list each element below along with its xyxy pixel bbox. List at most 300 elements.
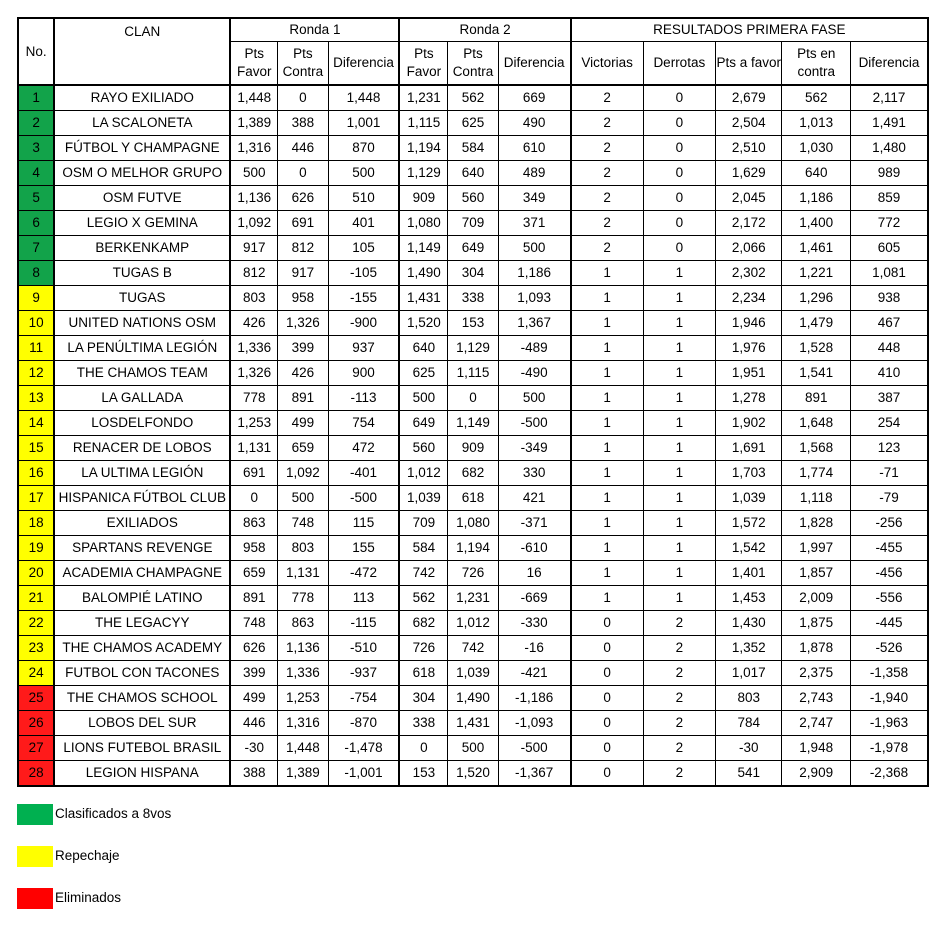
row-position: 12 [18, 361, 54, 386]
row-position: 20 [18, 561, 54, 586]
r2-pts-contra: 1,194 [448, 536, 498, 561]
r1-pts-contra: 1,389 [278, 761, 328, 787]
r1-pts-contra: 499 [278, 411, 328, 436]
r1-diferencia: 113 [328, 586, 399, 611]
r2-pts-contra: 709 [448, 211, 498, 236]
row-position: 14 [18, 411, 54, 436]
clan-name: OSM FUTVE [54, 186, 230, 211]
row-position: 1 [18, 85, 54, 111]
pts-en-contra: 1,030 [782, 136, 850, 161]
table-row [18, 586, 928, 611]
r1-pts-contra: 958 [278, 286, 328, 311]
diferencia-total: 467 [850, 311, 928, 336]
table-row [18, 636, 928, 661]
table-row [18, 761, 928, 787]
r2-diferencia: -421 [498, 661, 571, 686]
clan-name: HISPANICA FÚTBOL CLUB [54, 486, 230, 511]
victorias: 1 [571, 336, 643, 361]
r2-pts-favor: 1,129 [399, 161, 447, 186]
pts-a-favor: 1,951 [716, 361, 782, 386]
row-position: 10 [18, 311, 54, 336]
pts-en-contra: 1,568 [782, 436, 850, 461]
table-row [18, 361, 928, 386]
table-row [18, 611, 928, 636]
derrotas: 1 [643, 511, 715, 536]
r2-diferencia: -610 [498, 536, 571, 561]
derrotas: 1 [643, 486, 715, 511]
r2-pts-contra: 584 [448, 136, 498, 161]
table-row [18, 136, 928, 161]
r1-diferencia: -900 [328, 311, 399, 336]
r2-pts-contra: 618 [448, 486, 498, 511]
r1-pts-favor: 1,131 [230, 436, 277, 461]
header-no: No. [18, 18, 54, 85]
victorias: 1 [571, 561, 643, 586]
r2-pts-contra: 562 [448, 85, 498, 111]
pts-a-favor: 803 [716, 686, 782, 711]
victorias: 1 [571, 511, 643, 536]
r2-pts-favor: 500 [399, 386, 447, 411]
r1-diferencia: -870 [328, 711, 399, 736]
r1-diferencia: 510 [328, 186, 399, 211]
r2-diferencia: 16 [498, 561, 571, 586]
row-position: 22 [18, 611, 54, 636]
r2-pts-contra: 560 [448, 186, 498, 211]
row-position: 4 [18, 161, 54, 186]
r1-pts-contra: 863 [278, 611, 328, 636]
victorias: 0 [571, 661, 643, 686]
derrotas: 2 [643, 686, 715, 711]
header-round2: Ronda 2 [399, 18, 570, 42]
table-row [18, 111, 928, 136]
diferencia-total: -526 [850, 636, 928, 661]
r2-diferencia: 610 [498, 136, 571, 161]
r1-pts-favor: 812 [230, 261, 277, 286]
r2-pts-favor: 1,520 [399, 311, 447, 336]
r1-pts-contra: 659 [278, 436, 328, 461]
header-r1-pts-contra: Pts Contra [278, 42, 328, 86]
r2-pts-contra: 909 [448, 436, 498, 461]
pts-a-favor: 2,172 [716, 211, 782, 236]
r2-pts-favor: 304 [399, 686, 447, 711]
header-pts-a-favor: Pts a favor [716, 42, 782, 86]
header-phase-results: RESULTADOS PRIMERA FASE [571, 18, 928, 42]
r1-pts-contra: 1,336 [278, 661, 328, 686]
r1-diferencia: -115 [328, 611, 399, 636]
diferencia-total: -1,978 [850, 736, 928, 761]
pts-a-favor: 1,039 [716, 486, 782, 511]
r1-diferencia: 155 [328, 536, 399, 561]
pts-a-favor: 1,401 [716, 561, 782, 586]
r1-pts-contra: 626 [278, 186, 328, 211]
r1-pts-favor: 1,448 [230, 85, 277, 111]
r1-pts-favor: 1,092 [230, 211, 277, 236]
pts-a-favor: 1,430 [716, 611, 782, 636]
r1-pts-favor: 499 [230, 686, 277, 711]
clan-name: LIONS FUTEBOL BRASIL [54, 736, 230, 761]
r1-diferencia: 500 [328, 161, 399, 186]
diferencia-total: 387 [850, 386, 928, 411]
pts-en-contra: 1,479 [782, 311, 850, 336]
r1-diferencia: 870 [328, 136, 399, 161]
pts-a-favor: 1,629 [716, 161, 782, 186]
r2-pts-favor: 153 [399, 761, 447, 787]
r1-pts-favor: 891 [230, 586, 277, 611]
r1-diferencia: 1,001 [328, 111, 399, 136]
r2-pts-contra: 304 [448, 261, 498, 286]
table-body [18, 85, 928, 786]
diferencia-total: 2,117 [850, 85, 928, 111]
table-row [18, 336, 928, 361]
r1-pts-favor: 803 [230, 286, 277, 311]
derrotas: 0 [643, 111, 715, 136]
r2-pts-contra: 742 [448, 636, 498, 661]
r1-pts-favor: 1,253 [230, 411, 277, 436]
clan-name: LEGION HISPANA [54, 761, 230, 787]
table-row [18, 311, 928, 336]
derrotas: 0 [643, 136, 715, 161]
clan-name: LA SCALONETA [54, 111, 230, 136]
victorias: 2 [571, 186, 643, 211]
r1-pts-favor: 863 [230, 511, 277, 536]
r1-pts-contra: 1,253 [278, 686, 328, 711]
clan-name: TUGAS B [54, 261, 230, 286]
clan-name: OSM O MELHOR GRUPO [54, 161, 230, 186]
table-row [18, 461, 928, 486]
derrotas: 2 [643, 636, 715, 661]
r1-pts-favor: 1,136 [230, 186, 277, 211]
r2-pts-favor: 682 [399, 611, 447, 636]
r1-diferencia: -472 [328, 561, 399, 586]
r2-diferencia: 669 [498, 85, 571, 111]
diferencia-total: 989 [850, 161, 928, 186]
r2-pts-contra: 1,012 [448, 611, 498, 636]
legend-label: Eliminados [55, 890, 122, 905]
derrotas: 0 [643, 161, 715, 186]
r2-pts-favor: 1,012 [399, 461, 447, 486]
pts-en-contra: 640 [782, 161, 850, 186]
diferencia-total: -455 [850, 536, 928, 561]
r2-pts-contra: 338 [448, 286, 498, 311]
diferencia-total: 123 [850, 436, 928, 461]
derrotas: 1 [643, 436, 715, 461]
pts-a-favor: 1,542 [716, 536, 782, 561]
r1-pts-favor: 1,389 [230, 111, 277, 136]
table-row [18, 536, 928, 561]
r1-pts-contra: 500 [278, 486, 328, 511]
r2-diferencia: -330 [498, 611, 571, 636]
legend-label: Repechaje [55, 848, 120, 863]
r2-pts-contra: 1,129 [448, 336, 498, 361]
legend-swatch [17, 846, 53, 867]
r2-pts-favor: 1,080 [399, 211, 447, 236]
r2-pts-favor: 1,231 [399, 85, 447, 111]
r2-pts-favor: 625 [399, 361, 447, 386]
r1-pts-favor: 748 [230, 611, 277, 636]
victorias: 0 [571, 686, 643, 711]
victorias: 1 [571, 386, 643, 411]
r2-pts-favor: 1,431 [399, 286, 447, 311]
r1-pts-contra: 446 [278, 136, 328, 161]
pts-en-contra: 891 [782, 386, 850, 411]
table-row [18, 436, 928, 461]
r2-diferencia: -500 [498, 736, 571, 761]
clan-name: LA ULTIMA LEGIÓN [54, 461, 230, 486]
victorias: 1 [571, 411, 643, 436]
r2-diferencia: -1,093 [498, 711, 571, 736]
row-position: 13 [18, 386, 54, 411]
derrotas: 1 [643, 311, 715, 336]
r2-pts-contra: 1,490 [448, 686, 498, 711]
derrotas: 0 [643, 211, 715, 236]
clan-name: LEGIO X GEMINA [54, 211, 230, 236]
r1-pts-contra: 803 [278, 536, 328, 561]
derrotas: 1 [643, 386, 715, 411]
r1-pts-favor: 626 [230, 636, 277, 661]
table-row [18, 161, 928, 186]
legend-swatch [17, 888, 53, 909]
r2-pts-contra: 625 [448, 111, 498, 136]
row-position: 11 [18, 336, 54, 361]
victorias: 1 [571, 286, 643, 311]
r2-pts-contra: 649 [448, 236, 498, 261]
r2-diferencia: -371 [498, 511, 571, 536]
victorias: 1 [571, 486, 643, 511]
r1-pts-contra: 1,092 [278, 461, 328, 486]
r2-pts-favor: 909 [399, 186, 447, 211]
table-row [18, 261, 928, 286]
header-victorias: Victorias [571, 42, 643, 86]
diferencia-total: -256 [850, 511, 928, 536]
r1-pts-contra: 812 [278, 236, 328, 261]
clan-name: LOSDELFONDO [54, 411, 230, 436]
r2-pts-favor: 584 [399, 536, 447, 561]
r2-pts-contra: 500 [448, 736, 498, 761]
row-position: 6 [18, 211, 54, 236]
pts-en-contra: 1,296 [782, 286, 850, 311]
r1-pts-contra: 388 [278, 111, 328, 136]
row-position: 17 [18, 486, 54, 511]
r1-pts-favor: 426 [230, 311, 277, 336]
r1-pts-contra: 891 [278, 386, 328, 411]
pts-a-favor: 1,976 [716, 336, 782, 361]
r2-diferencia: 1,367 [498, 311, 571, 336]
pts-en-contra: 1,013 [782, 111, 850, 136]
r1-pts-favor: 958 [230, 536, 277, 561]
victorias: 2 [571, 161, 643, 186]
row-position: 5 [18, 186, 54, 211]
r1-pts-contra: 426 [278, 361, 328, 386]
pts-en-contra: 2,743 [782, 686, 850, 711]
r1-pts-contra: 0 [278, 85, 328, 111]
pts-a-favor: 1,946 [716, 311, 782, 336]
r2-pts-contra: 682 [448, 461, 498, 486]
pts-a-favor: 1,278 [716, 386, 782, 411]
pts-en-contra: 1,118 [782, 486, 850, 511]
r2-pts-favor: 0 [399, 736, 447, 761]
row-position: 26 [18, 711, 54, 736]
derrotas: 1 [643, 361, 715, 386]
diferencia-total: 1,491 [850, 111, 928, 136]
diferencia-total: 410 [850, 361, 928, 386]
r2-pts-contra: 0 [448, 386, 498, 411]
row-position: 16 [18, 461, 54, 486]
r2-diferencia: -500 [498, 411, 571, 436]
r1-pts-contra: 691 [278, 211, 328, 236]
pts-en-contra: 1,878 [782, 636, 850, 661]
victorias: 1 [571, 461, 643, 486]
table-row [18, 236, 928, 261]
clan-name: EXILIADOS [54, 511, 230, 536]
r1-diferencia: -510 [328, 636, 399, 661]
r1-diferencia: -155 [328, 286, 399, 311]
table-row [18, 286, 928, 311]
derrotas: 1 [643, 261, 715, 286]
pts-en-contra: 1,400 [782, 211, 850, 236]
r2-pts-contra: 1,149 [448, 411, 498, 436]
r1-pts-favor: 446 [230, 711, 277, 736]
victorias: 1 [571, 361, 643, 386]
r2-pts-favor: 726 [399, 636, 447, 661]
victorias: 0 [571, 611, 643, 636]
r2-pts-contra: 1,431 [448, 711, 498, 736]
diferencia-total: 772 [850, 211, 928, 236]
pts-a-favor: 2,234 [716, 286, 782, 311]
row-position: 18 [18, 511, 54, 536]
clan-name: RAYO EXILIADO [54, 85, 230, 111]
r2-pts-favor: 640 [399, 336, 447, 361]
victorias: 2 [571, 211, 643, 236]
pts-en-contra: 1,648 [782, 411, 850, 436]
clan-name: ACADEMIA CHAMPAGNE [54, 561, 230, 586]
r2-pts-favor: 709 [399, 511, 447, 536]
table-row [18, 686, 928, 711]
diferencia-total: -79 [850, 486, 928, 511]
pts-a-favor: 1,691 [716, 436, 782, 461]
pts-a-favor: 2,302 [716, 261, 782, 286]
pts-en-contra: 1,875 [782, 611, 850, 636]
table-row [18, 736, 928, 761]
diferencia-total: -1,358 [850, 661, 928, 686]
r1-pts-contra: 1,131 [278, 561, 328, 586]
r1-pts-contra: 1,136 [278, 636, 328, 661]
clan-name: THE LEGACYY [54, 611, 230, 636]
r1-pts-favor: 1,316 [230, 136, 277, 161]
table-row [18, 411, 928, 436]
diferencia-total: 859 [850, 186, 928, 211]
r1-pts-favor: 388 [230, 761, 277, 787]
r2-pts-favor: 1,039 [399, 486, 447, 511]
diferencia-total: -456 [850, 561, 928, 586]
row-position: 15 [18, 436, 54, 461]
r2-pts-contra: 153 [448, 311, 498, 336]
r1-pts-contra: 778 [278, 586, 328, 611]
r1-pts-favor: 691 [230, 461, 277, 486]
header-r2-pts-contra: Pts Contra [448, 42, 498, 86]
r1-diferencia: -113 [328, 386, 399, 411]
clan-name: FUTBOL CON TACONES [54, 661, 230, 686]
table-row [18, 186, 928, 211]
pts-en-contra: 1,828 [782, 511, 850, 536]
table-row [18, 211, 928, 236]
row-position: 2 [18, 111, 54, 136]
pts-en-contra: 2,909 [782, 761, 850, 787]
clan-name: THE CHAMOS TEAM [54, 361, 230, 386]
derrotas: 1 [643, 536, 715, 561]
r2-diferencia: 371 [498, 211, 571, 236]
row-position: 9 [18, 286, 54, 311]
r1-diferencia: 472 [328, 436, 399, 461]
row-position: 21 [18, 586, 54, 611]
pts-en-contra: 562 [782, 85, 850, 111]
r2-diferencia: -489 [498, 336, 571, 361]
pts-a-favor: 1,352 [716, 636, 782, 661]
derrotas: 2 [643, 761, 715, 787]
table-row [18, 386, 928, 411]
r1-pts-favor: 917 [230, 236, 277, 261]
derrotas: 1 [643, 586, 715, 611]
r1-diferencia: -105 [328, 261, 399, 286]
pts-a-favor: 1,703 [716, 461, 782, 486]
r1-diferencia: 754 [328, 411, 399, 436]
table-row [18, 486, 928, 511]
row-position: 27 [18, 736, 54, 761]
header-r1-diferencia: Diferencia [328, 42, 399, 86]
r2-pts-favor: 649 [399, 411, 447, 436]
diferencia-total: 448 [850, 336, 928, 361]
header-diferencia-total: Diferencia [850, 42, 928, 86]
r2-diferencia: -669 [498, 586, 571, 611]
derrotas: 1 [643, 561, 715, 586]
r2-pts-contra: 1,039 [448, 661, 498, 686]
row-position: 19 [18, 536, 54, 561]
r2-pts-favor: 1,149 [399, 236, 447, 261]
pts-en-contra: 1,221 [782, 261, 850, 286]
r2-diferencia: -1,186 [498, 686, 571, 711]
r2-pts-favor: 560 [399, 436, 447, 461]
derrotas: 0 [643, 85, 715, 111]
r1-diferencia: 401 [328, 211, 399, 236]
clan-name: LOBOS DEL SUR [54, 711, 230, 736]
pts-en-contra: 1,541 [782, 361, 850, 386]
diferencia-total: 938 [850, 286, 928, 311]
pts-a-favor: 2,504 [716, 111, 782, 136]
row-position: 3 [18, 136, 54, 161]
derrotas: 1 [643, 286, 715, 311]
row-position: 7 [18, 236, 54, 261]
clan-name: BERKENKAMP [54, 236, 230, 261]
r2-diferencia: 489 [498, 161, 571, 186]
victorias: 1 [571, 536, 643, 561]
r2-pts-favor: 618 [399, 661, 447, 686]
pts-a-favor: 1,017 [716, 661, 782, 686]
r2-diferencia: 349 [498, 186, 571, 211]
r1-diferencia: -754 [328, 686, 399, 711]
r1-diferencia: -401 [328, 461, 399, 486]
r2-pts-favor: 742 [399, 561, 447, 586]
r1-pts-favor: -30 [230, 736, 277, 761]
diferencia-total: 1,081 [850, 261, 928, 286]
row-position: 28 [18, 761, 54, 787]
header-derrotas: Derrotas [643, 42, 715, 86]
r2-diferencia: 330 [498, 461, 571, 486]
pts-a-favor: 2,066 [716, 236, 782, 261]
pts-en-contra: 2,375 [782, 661, 850, 686]
diferencia-total: -1,940 [850, 686, 928, 711]
r2-pts-contra: 726 [448, 561, 498, 586]
r2-pts-favor: 1,115 [399, 111, 447, 136]
clan-name: BALOMPIÉ LATINO [54, 586, 230, 611]
